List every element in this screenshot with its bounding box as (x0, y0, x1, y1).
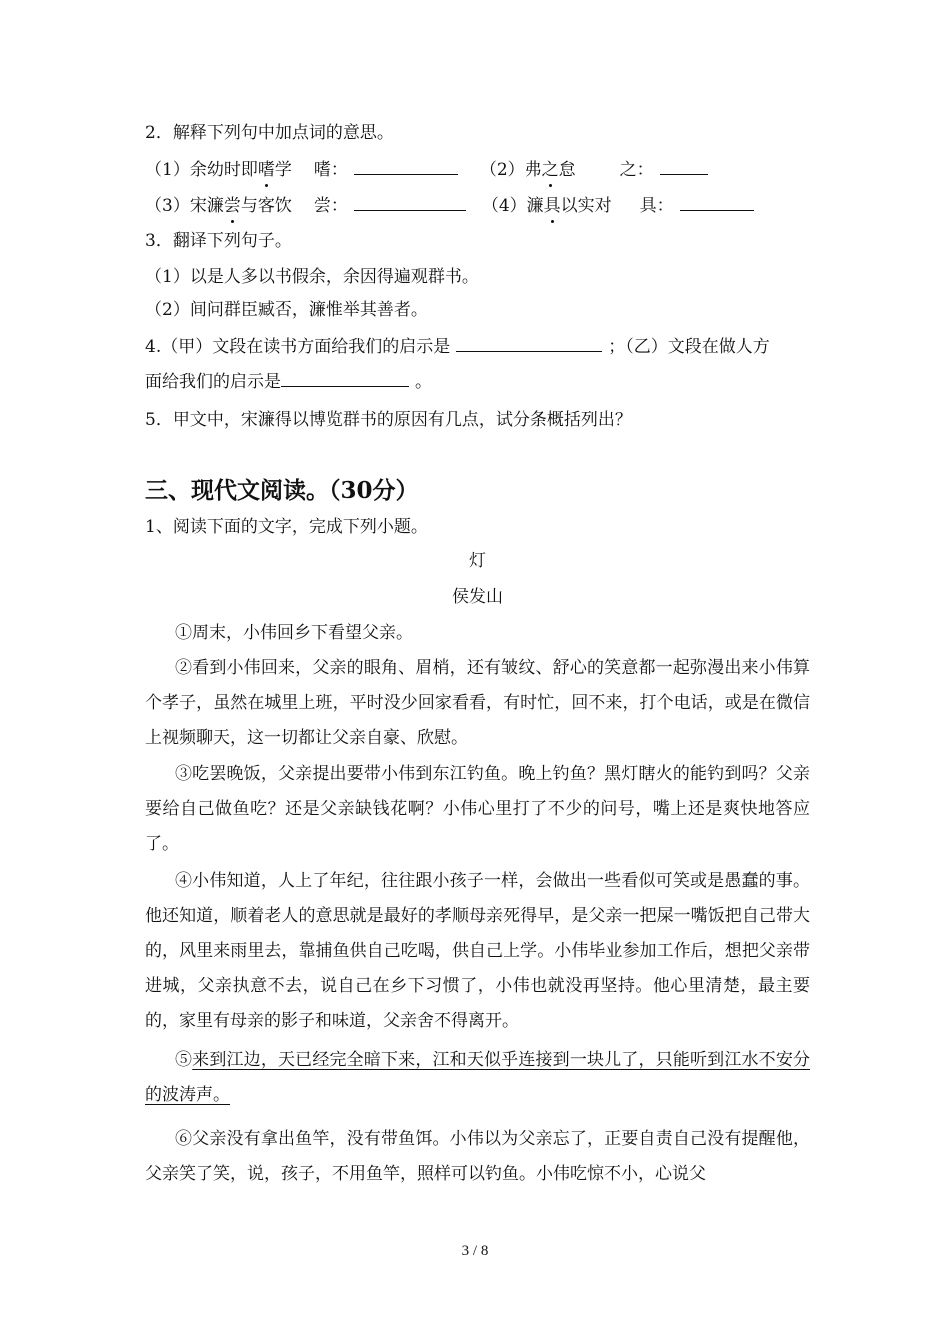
emphasis-dot-char: 嗜 (257, 160, 275, 180)
q3-sentence-2: （2）间问群臣臧否，濂惟举其善者。 (145, 300, 428, 320)
story-title: 灯 (469, 551, 486, 571)
story-paragraph-5 (145, 1043, 810, 1113)
emphasis-dot-char: 之 (541, 160, 559, 180)
q4-line-2: 面给我们的启示是 。 (145, 372, 432, 392)
q2-item-3: （3）宋濂尝与客饮 (145, 196, 292, 216)
page-number: 3 / 8 (461, 1243, 489, 1259)
paragraph-number: ⑤ (175, 1050, 193, 1070)
answer-blank[interactable] (354, 158, 458, 175)
q2-item-4-word: 具： (639, 196, 674, 216)
q2-item-4: （4）濂具以实对 (481, 196, 612, 216)
q2-item-2: （2）弗之怠 (479, 160, 576, 180)
underlined-sentence: 来到江边，天已经完全暗下来，江和天似乎连接到一块儿了，只能听到江水不安分的波涛声。 (145, 1050, 811, 1105)
story-paragraph-4: ④小伟知道，人上了年纪，往往跟小孩子一样，会做出一些看似可笑或是愚蠢的事。他还知道，顺着老人的意思就是最好的孝顺母亲死得早，是父亲一把屎一嘴饭把自己带大的，风里来雨里去，靠捕鱼供自己吃喝，供自己上学。小伟毕业参加工作后，想把父亲带进城，父亲执意不去，说自己在乡下习惯了，小伟也就没再坚持。他心里清楚，最主要的，家里有母亲的影子和味道，父亲舍不得离开。 (145, 871, 810, 1031)
q3-title: 3．翻译下列句子。 (145, 231, 292, 251)
section-3-heading: 三、现代文阅读。（30分） (145, 477, 419, 504)
story-author: 侯发山 (452, 587, 503, 607)
q4-line-1: 4.（甲）文段在读书方面给我们的启示是 ；（乙）文段在做人方 (145, 337, 770, 357)
story-paragraph-1: ①周末，小伟回乡下看望父亲。 (175, 623, 413, 643)
q2-item-1: （1）余幼时即嗜学 (145, 160, 292, 180)
answer-blank[interactable] (281, 370, 409, 387)
answer-blank[interactable] (680, 194, 754, 211)
section-3-intro: 1、阅读下面的文字，完成下列小题。 (145, 517, 428, 537)
answer-blank[interactable] (660, 158, 708, 175)
answer-blank[interactable] (354, 194, 466, 211)
answer-blank[interactable] (456, 335, 602, 352)
q2-row-1 (145, 158, 714, 181)
emphasis-dot-char: 尝 (223, 196, 241, 216)
q2-item-1-word: 嗜： (313, 160, 348, 180)
q2-title: 2．解释下列句中加点词的意思。 (145, 123, 394, 143)
emphasis-dot-char: 具 (543, 196, 561, 216)
q5-question: 5．甲文中，宋濂得以博览群书的原因有几点，试分条概括列出？ (145, 410, 632, 430)
q2-item-3-word: 尝： (313, 196, 348, 216)
story-paragraph-3: ③吃罢晚饭，父亲提出要带小伟到东江钓鱼。晚上钓鱼？黑灯瞎火的能钓到吗？父亲要给自己做鱼吃？还是父亲缺钱花啊？小伟心里打了不少的问号，嘴上还是爽快地答应了。 (145, 764, 810, 854)
q2-item-2-word: 之： (619, 160, 654, 180)
q2-row-2 (145, 194, 760, 217)
q3-sentence-1: （1）以是人多以书假余，余因得遍观群书。 (145, 267, 479, 287)
story-paragraph-2: ②看到小伟回来，父亲的眼角、眉梢，还有皱纹、舒心的笑意都一起弥漫出来小伟算个孝子，虽然在城里上班，平时没少回家看看，有时忙，回不来，打个电话，或是在微信上视频聊天，这一切都让父亲自豪、欣慰。 (145, 658, 810, 748)
story-paragraph-6: ⑥父亲没有拿出鱼竿，没有带鱼饵。小伟以为父亲忘了，正要自责自己没有提醒他，父亲笑了笑，说，孩子，不用鱼竿，照样可以钓鱼。小伟吃惊不小，心说父 (145, 1129, 810, 1184)
